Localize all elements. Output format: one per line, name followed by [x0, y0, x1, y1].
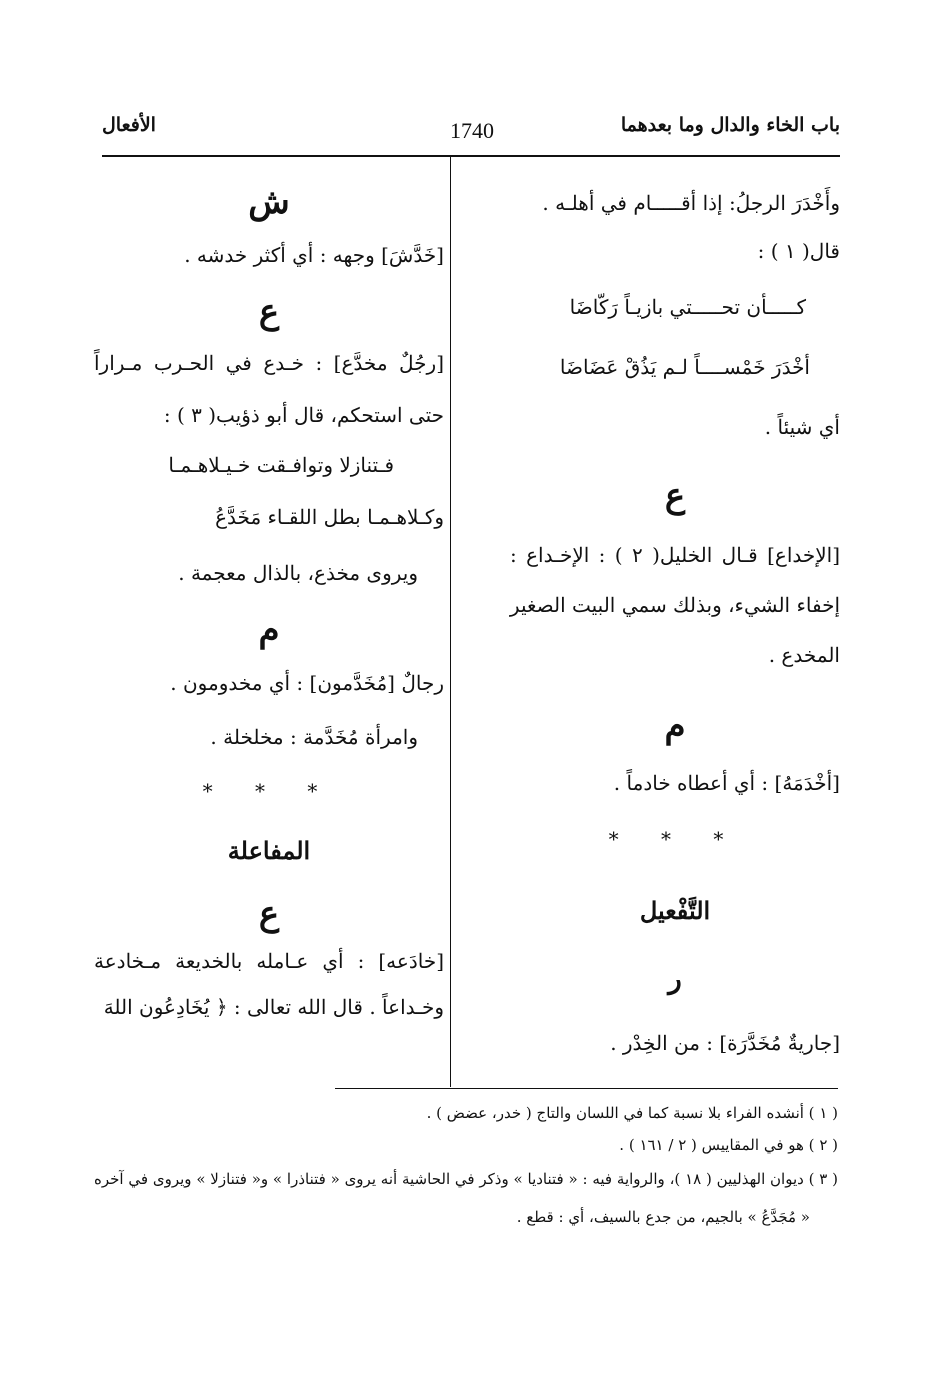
entry-line: [خادَعه] : أي عـامله بالخديعة مـخادعة	[94, 949, 444, 973]
chapter-title: باب الخاء والدال وما بعدهما	[620, 114, 840, 136]
verse-line: كـــــأن تحـــــتي بازيـاً رَكّاضَا	[569, 295, 806, 319]
entry-line: قال( ١ ) :	[757, 239, 840, 263]
section-divider: * * *	[608, 827, 742, 851]
entry-line: ويروى مخذع، بالذال معجمة .	[178, 561, 418, 585]
section-heading: الأفعال	[102, 114, 156, 136]
footnote-continuation: « مُجَدَّعُ » بالجيم، من جدع بالسيف، أي : قطع .	[516, 1208, 810, 1226]
root-letter: ر	[668, 962, 682, 995]
verse-line: وكـلاهـمـا بطل اللقـاء مَخَدَّعُ	[215, 505, 444, 529]
root-letter: م	[664, 706, 686, 746]
verse-line: فـتنازلا وتوافـقت خـيـلاهـمـا	[168, 453, 394, 477]
entry-line: [خَدَّشَ] وجهه : أي أكثر خدشه .	[184, 243, 444, 267]
page-number: 1740	[450, 118, 494, 143]
entry-line: [جاريةٌ مُخَدَّرَة] : من الخِدْر .	[610, 1031, 840, 1055]
header-rule	[102, 155, 840, 157]
column-separator	[450, 157, 451, 1087]
root-letter: ع	[664, 476, 686, 516]
footnote: ( ١ ) أنشده الفراء بلا نسبة كما في اللسان والتاج ( خدر، عضض ) .	[426, 1104, 838, 1122]
entry-line: وامرأة مُخَدَّمة : مخلخلة .	[210, 725, 418, 749]
entry-line: [أخْدَمَهُ] : أي أعطاه خادماً .	[613, 771, 840, 795]
entry-line: وخـداعاً . قال الله تعالى : ﴿ يُخَادِعُون اللهَ	[103, 995, 444, 1019]
verse-line: أخْدَرَ خَمْســــاً لـم يَذُقْ عَضَاضَا	[559, 355, 810, 379]
entry-line: [الإخداع] قـال الخليل( ٢ ) : الإخـداع :	[510, 543, 841, 567]
root-letter: ع	[258, 292, 280, 332]
root-letter: ع	[258, 894, 280, 934]
footnote-rule	[335, 1088, 838, 1089]
entry-line: رجالٌ [مُخَدَّمون] : أي مخدومون .	[170, 671, 444, 695]
section-title: المفاعلة	[227, 836, 311, 865]
entry-line: المخدع .	[768, 643, 840, 667]
root-letter: ش	[248, 182, 290, 222]
root-letter: م	[258, 610, 280, 650]
footnote: ( ٢ ) هو في المقاييس ( ٢ / ١٦١ ) .	[619, 1136, 838, 1154]
entry-line: إخفاء الشيء، وبذلك سمي البيت الصغير	[509, 593, 840, 617]
section-divider: * * *	[202, 779, 336, 803]
entry-line: حتى استحكم، قال أبو ذؤيب( ٣ ) :	[163, 403, 444, 427]
entry-line: [رجُلٌ مخدَّع] : خـدع في الحـرب مـراراً	[94, 351, 444, 375]
entry-line: أي شيئاً .	[764, 415, 840, 439]
footnote: ( ٣ ) ديوان الهذليين ( ١٨ )، والرواية فيه : « فتناديا » وذكر في الحاشية أنه يروى « فتناذرا » و« فتنازلا » ويروى في آخره	[94, 1170, 839, 1188]
entry-line: وأَخْدَرَ الرجلُ: إذا أقـــــام في أهلـه .	[542, 191, 840, 215]
section-title: التَّفْعيل	[639, 896, 711, 925]
